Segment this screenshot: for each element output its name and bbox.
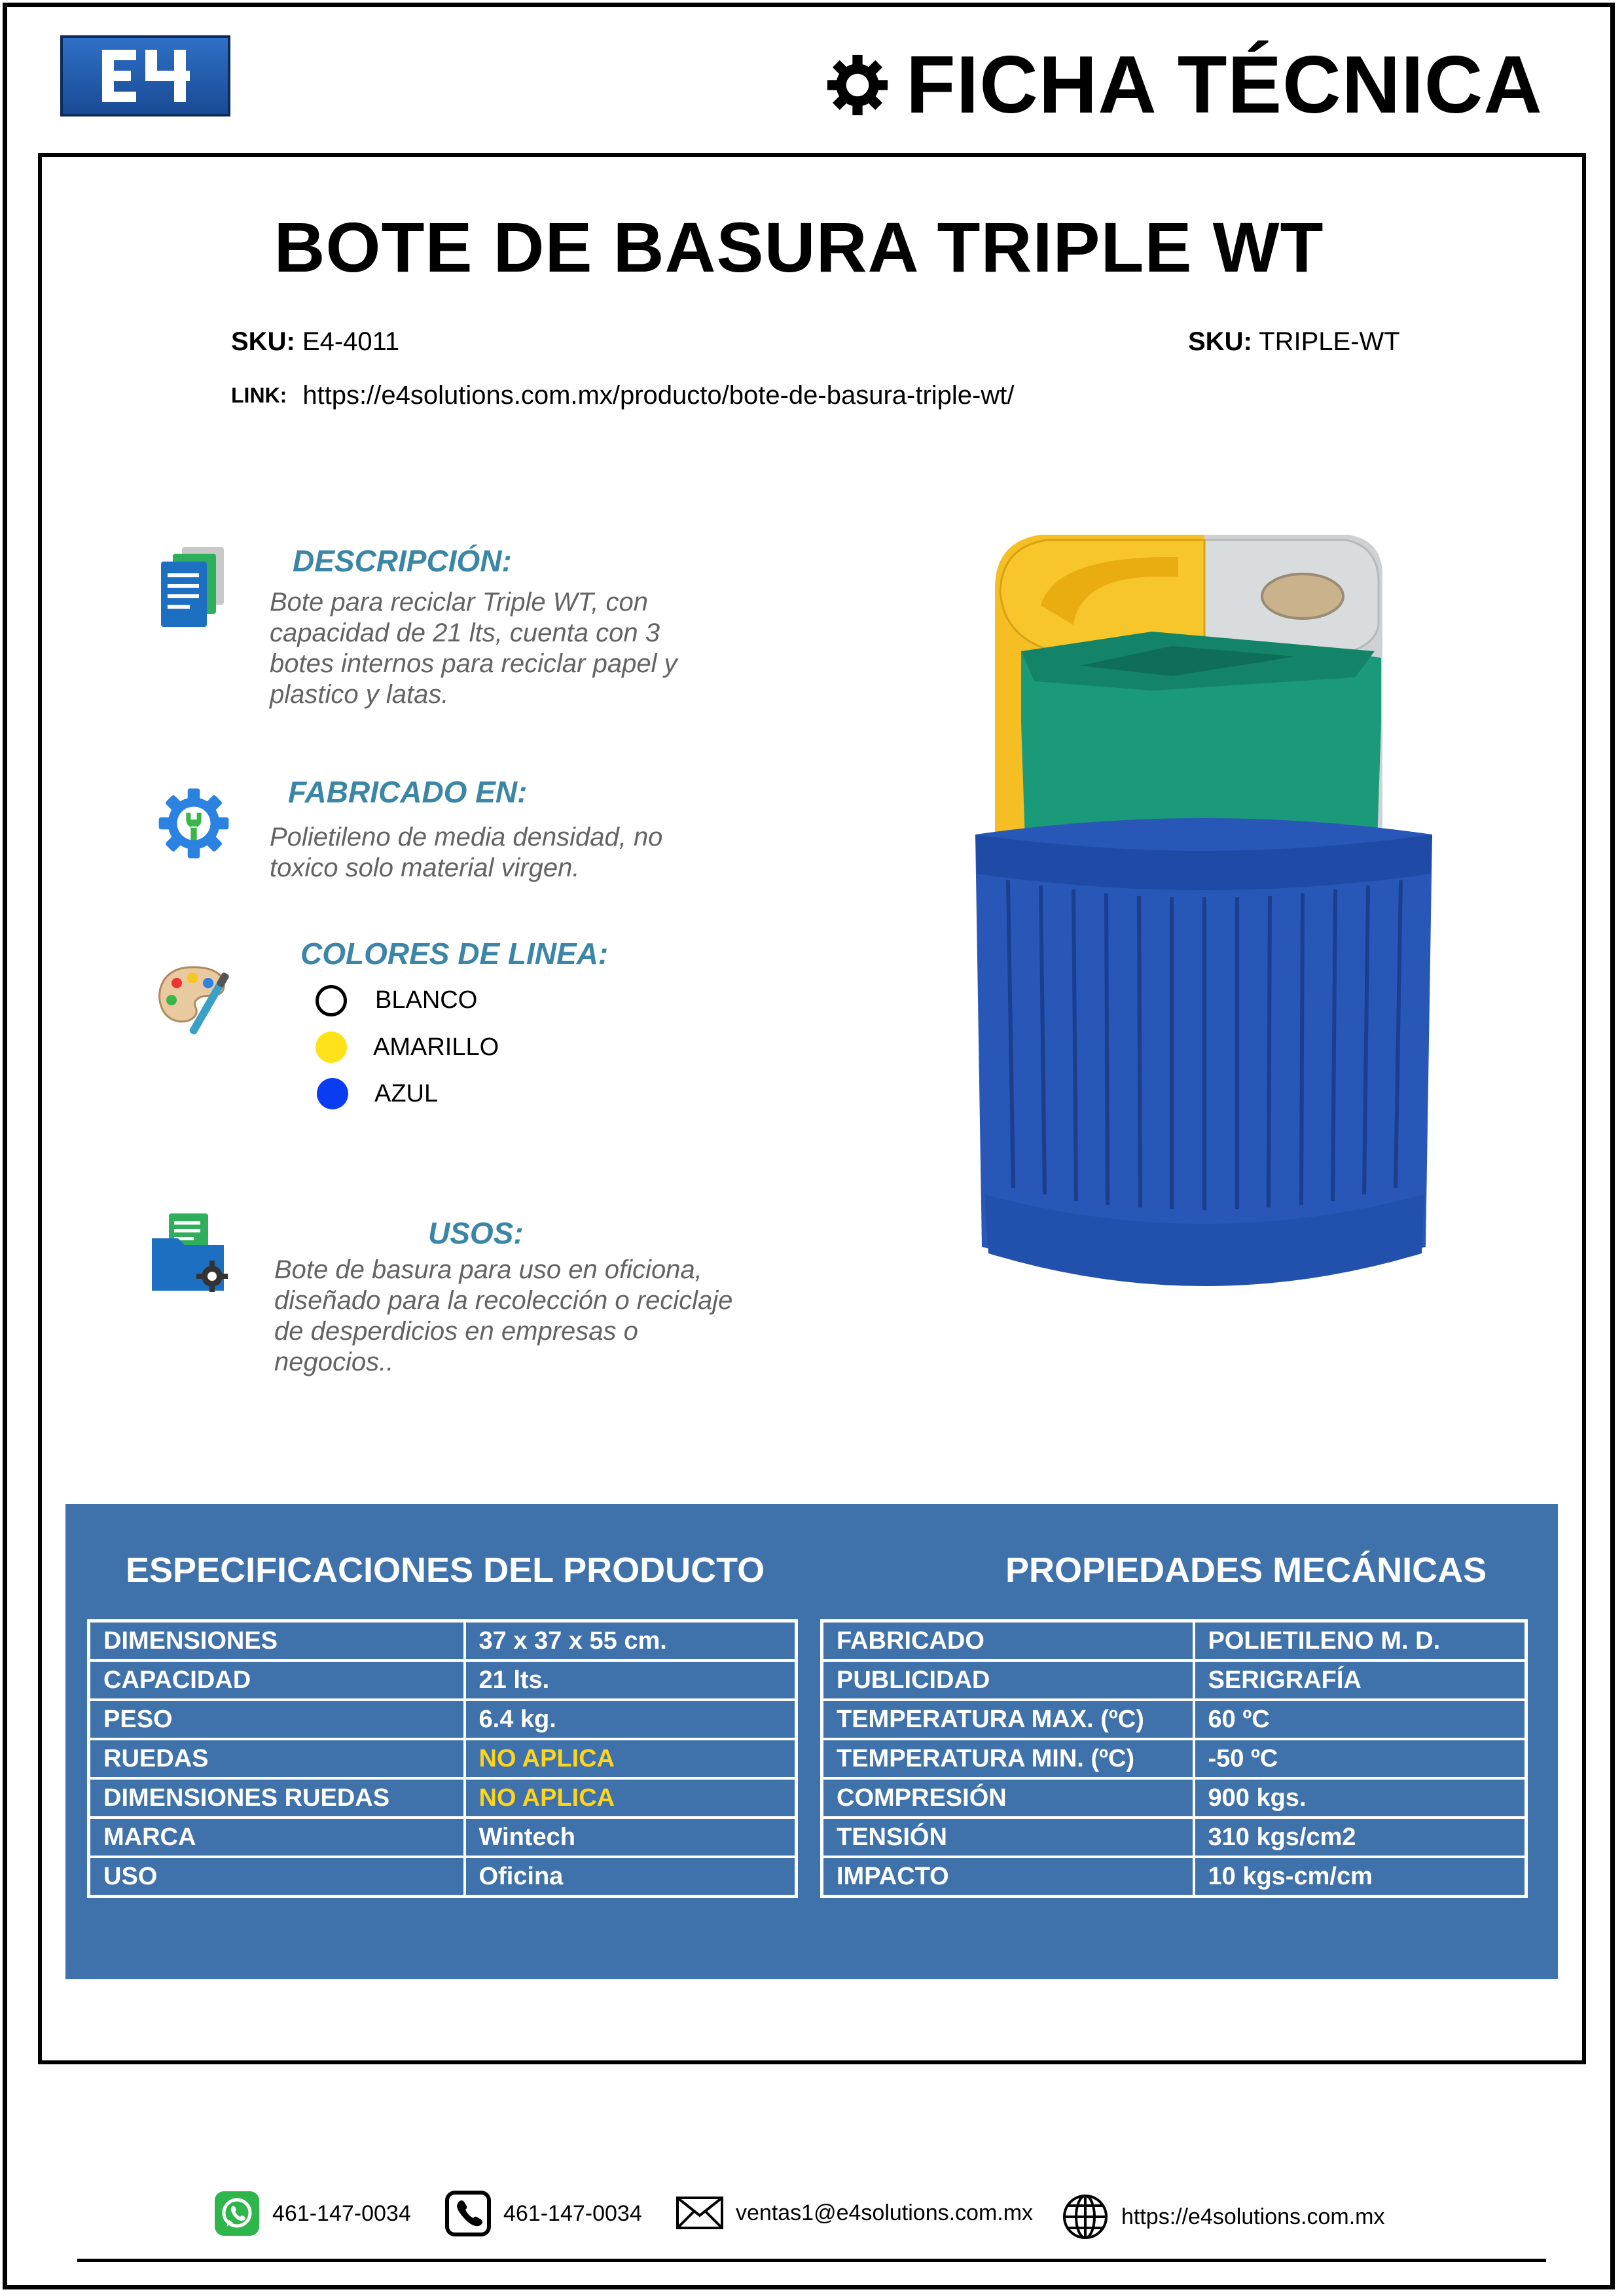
mail-icon xyxy=(676,2196,724,2230)
sku-label: SKU: xyxy=(231,327,295,356)
text-line: de desperdicios en empresas o xyxy=(274,1317,638,1346)
color-label: AMARILLO xyxy=(373,1033,499,1061)
page-title: FICHA TÉCNICA xyxy=(906,40,1543,130)
gear-icon xyxy=(826,54,889,117)
footer-divider xyxy=(77,2259,1546,2262)
spec-label: CAPACIDAD xyxy=(89,1660,465,1700)
e4-logo-icon xyxy=(63,38,228,114)
palette-icon xyxy=(149,953,241,1048)
text-line: diseñado para la recolección o reciclaje xyxy=(274,1286,733,1315)
mech-label: IMPACTO xyxy=(822,1857,1194,1897)
document-icon xyxy=(156,543,234,638)
fabricado-text xyxy=(270,822,741,884)
usos-text xyxy=(274,1255,772,1378)
spec-value: Wintech xyxy=(465,1818,797,1857)
sku2-label: SKU: xyxy=(1188,327,1252,356)
table-row xyxy=(89,1621,797,1661)
spec-label: DIMENSIONES xyxy=(89,1621,465,1661)
table-row xyxy=(89,1857,797,1897)
product-title: BOTE DE BASURA TRIPLE WT xyxy=(274,207,1324,287)
color-swatch-blanco xyxy=(316,985,347,1016)
table-row xyxy=(822,1700,1526,1739)
table-row xyxy=(89,1818,797,1857)
text-line: negocios.. xyxy=(274,1348,394,1376)
table-row xyxy=(822,1857,1526,1897)
mech-label: TEMPERATURA MIN. (ºC) xyxy=(822,1739,1194,1778)
sku-value: E4-4011 xyxy=(302,327,400,356)
globe-icon xyxy=(1061,2193,1110,2241)
mech-value: 900 kgs. xyxy=(1194,1778,1526,1818)
link-row xyxy=(231,381,1014,410)
phone-icon xyxy=(444,2190,492,2237)
text-line: toxico solo material virgen. xyxy=(270,853,580,882)
email-address: ventas1@e4solutions.com.mx xyxy=(736,2200,1034,2225)
mech-label: TENSIÓN xyxy=(822,1818,1194,1857)
header xyxy=(826,39,1543,131)
mech-label: TEMPERATURA MAX. (ºC) xyxy=(822,1700,1194,1739)
fabricado-heading: FABRICADO EN: xyxy=(288,775,528,809)
table-row xyxy=(822,1621,1526,1661)
spec-value: NO APLICA xyxy=(465,1739,797,1778)
specs-table xyxy=(87,1619,798,1898)
gear-wrench-icon xyxy=(156,785,232,865)
product-link[interactable]: https://e4solutions.com.mx/producto/bote-de-basura-triple-wt/ xyxy=(302,381,1015,410)
text-line: botes internos para reciclar papel y xyxy=(270,649,677,678)
spec-label: USO xyxy=(89,1857,465,1897)
text-line: plastico y latas. xyxy=(270,680,449,709)
color-swatch-azul xyxy=(317,1078,348,1109)
sku-row xyxy=(231,327,399,357)
website-url: https://e4solutions.com.mx xyxy=(1121,2204,1385,2229)
table-row xyxy=(822,1778,1526,1818)
spec-value: 21 lts. xyxy=(465,1660,797,1700)
mech-value: POLIETILENO M. D. xyxy=(1194,1621,1526,1661)
spec-label: PESO xyxy=(89,1700,465,1739)
text-line: Polietileno de media densidad, no xyxy=(270,823,663,852)
table-row xyxy=(822,1739,1526,1778)
colores-heading: COLORES DE LINEA: xyxy=(300,937,609,971)
mech-label: FABRICADO xyxy=(822,1621,1194,1661)
spec-value: 6.4 kg. xyxy=(465,1700,797,1739)
footer-whatsapp[interactable] xyxy=(213,2190,411,2237)
mechanical-title: PROPIEDADES MECÁNICAS xyxy=(1005,1551,1487,1590)
descripcion-text xyxy=(270,587,741,710)
table-row xyxy=(89,1739,797,1778)
text-line: Bote de basura para uso en oficiona, xyxy=(274,1255,702,1284)
mech-value: 10 kgs-cm/cm xyxy=(1194,1857,1526,1897)
spec-value: Oficina xyxy=(465,1857,797,1897)
table-row xyxy=(89,1778,797,1818)
company-logo xyxy=(60,35,230,117)
mech-label: PUBLICIDAD xyxy=(822,1660,1194,1700)
sku2-value: TRIPLE-WT xyxy=(1259,327,1400,356)
usos-heading: USOS: xyxy=(428,1216,524,1250)
color-label: AZUL xyxy=(374,1080,439,1107)
mechanical-table xyxy=(820,1619,1528,1898)
whatsapp-icon xyxy=(213,2190,261,2237)
mech-label: COMPRESIÓN xyxy=(822,1778,1194,1818)
footer-website[interactable] xyxy=(1061,2193,1385,2241)
spec-value: 37 x 37 x 55 cm. xyxy=(465,1621,797,1661)
link-label: LINK: xyxy=(231,384,287,407)
spec-label: DIMENSIONES RUEDAS xyxy=(89,1778,465,1818)
spec-label: MARCA xyxy=(89,1818,465,1857)
mech-value: 310 kgs/cm2 xyxy=(1194,1818,1526,1857)
mech-value: -50 ºC xyxy=(1194,1739,1526,1778)
spec-value: NO APLICA xyxy=(465,1778,797,1818)
footer-phone[interactable] xyxy=(444,2190,642,2237)
folder-gear-icon xyxy=(149,1211,241,1306)
text-line: capacidad de 21 lts, cuenta con 3 xyxy=(270,619,660,647)
table-row xyxy=(822,1818,1526,1857)
product-image xyxy=(956,527,1453,1342)
color-swatch-amarillo xyxy=(316,1031,347,1063)
table-row xyxy=(89,1660,797,1700)
mech-value: SERIGRAFÍA xyxy=(1194,1660,1526,1700)
specs-title: ESPECIFICACIONES DEL PRODUCTO xyxy=(126,1551,765,1590)
color-label: BLANCO xyxy=(375,986,478,1014)
table-row xyxy=(89,1700,797,1739)
footer-email[interactable] xyxy=(676,2196,1033,2230)
phone-number: 461-147-0034 xyxy=(503,2200,642,2226)
text-line: Bote para reciclar Triple WT, con xyxy=(270,588,648,617)
spec-label: RUEDAS xyxy=(89,1739,465,1778)
table-row xyxy=(822,1660,1526,1700)
mech-value: 60 ºC xyxy=(1194,1700,1526,1739)
sku2-row xyxy=(1188,327,1400,357)
descripcion-heading: DESCRIPCIÓN: xyxy=(293,544,512,578)
whatsapp-number: 461-147-0034 xyxy=(272,2200,411,2226)
